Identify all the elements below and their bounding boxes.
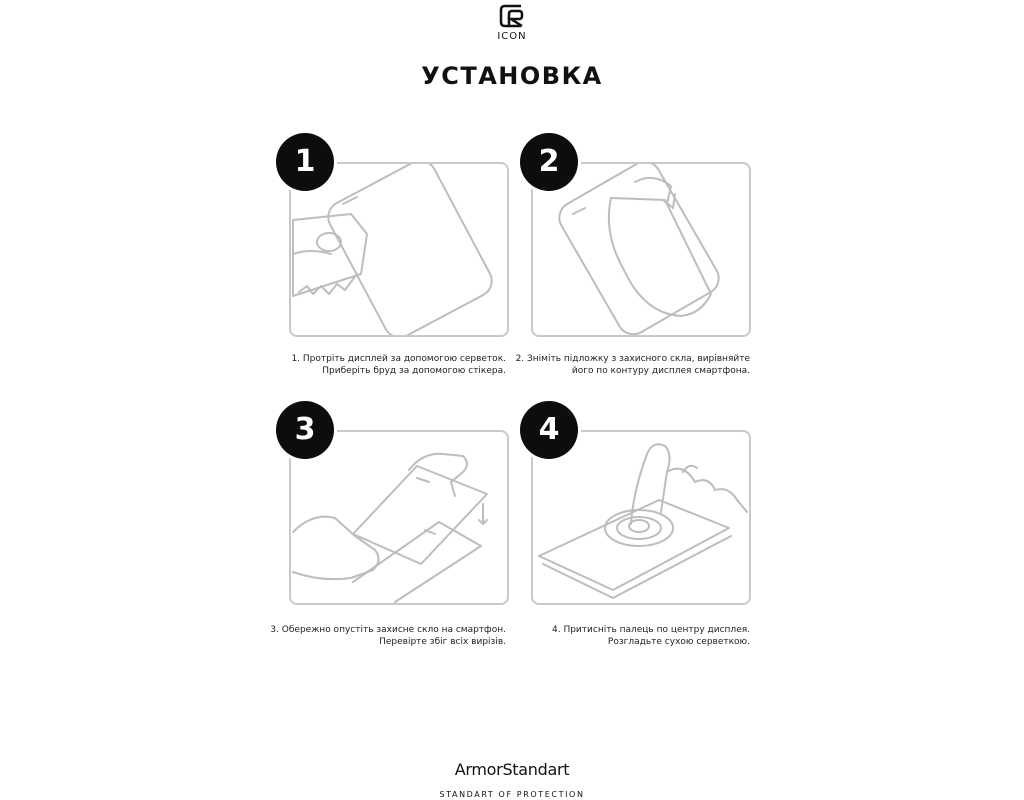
step-2-caption-line-1: 2. Зніміть підложку з захисного скла, вирівняйте [515,354,750,364]
step-4-caption-line-1: 4. Притисніть палець по центру дисплея. [552,625,750,635]
step-3-caption-line-2: Перевірте збіг всіх вирізів. [379,637,506,647]
step-1-caption-line-1: 1. Протріть дисплей за допомогою серветок. [291,354,506,364]
footer-brand: ArmorStandart [454,760,570,779]
step-3-caption [270,624,506,648]
step-2-caption [516,353,750,377]
step-1-caption-line-2: Приберіть бруд за допомогою стікера. [322,366,506,376]
page-title: УСТАНОВКА [421,62,603,90]
step-1-number-badge: 1 [276,133,334,191]
step-3-number-badge: 3 [276,401,334,459]
wipe-screen-icon [291,164,507,335]
armor-standart-logo-icon [497,2,527,30]
step-3-caption-line-1: 3. Обережно опустіть захисне скло на смартфон. [270,625,506,635]
step-4-caption-line-2: Розгладьте сухою серветкою. [607,637,750,647]
step-2-number-badge: 2 [520,133,578,191]
peel-film-icon [533,164,749,335]
step-1-caption [291,353,506,377]
step-4-number-badge: 4 [520,401,578,459]
step-1-panel [289,162,509,337]
step-4-caption [552,624,750,648]
step-2-caption-line-2: його по контуру дисплея смартфона. [571,366,750,376]
footer-tagline: STANDART OF PROTECTION [439,790,585,799]
press-center-icon [533,432,749,603]
step-2-panel [531,162,751,337]
brand-logo [491,2,533,42]
step-3-panel [289,430,509,605]
place-glass-icon [291,432,507,603]
step-4-panel [531,430,751,605]
logo-text: ICON [497,31,527,42]
